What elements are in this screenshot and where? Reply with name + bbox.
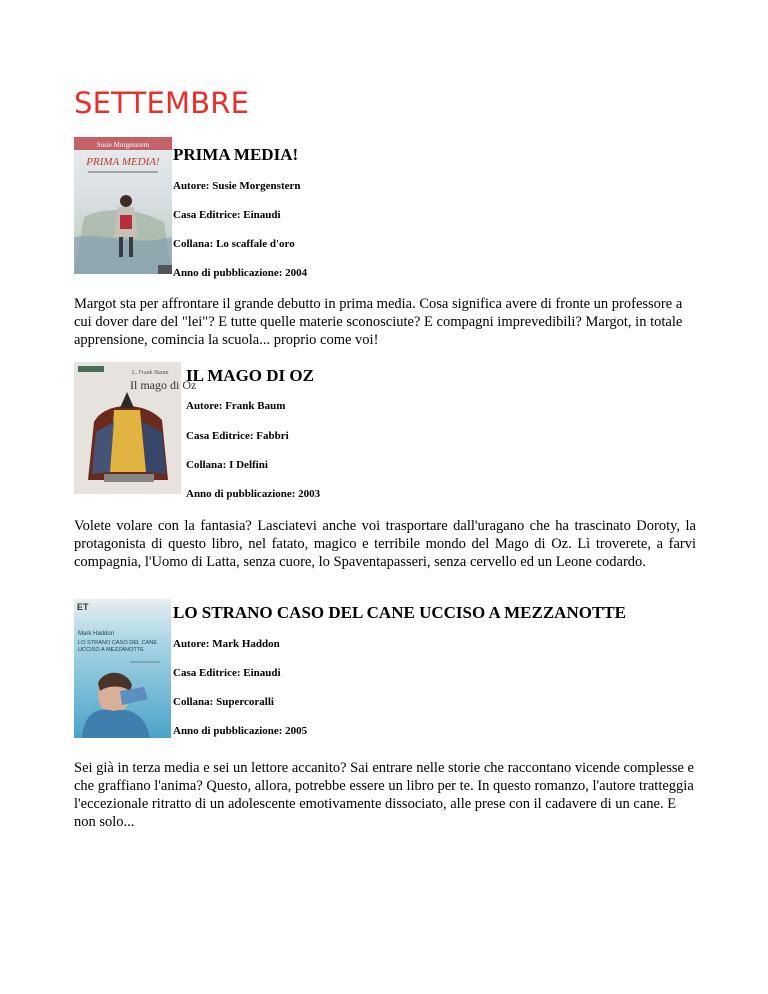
book-series: Collana: Supercoralli — [173, 696, 274, 708]
month-heading: SETTEMBRE — [74, 86, 250, 120]
book-author: Autore: Mark Haddon — [173, 638, 280, 650]
book-description: Margot sta per affrontare il grande debutto in prima media. Cosa significa avere di fronte un professore a cui dover dare del "lei"? E tutte quelle materie sconosciute? E compagni imprevedibili? Margot, in totale apprensione, comincia la scuola... proprio come voi! — [74, 296, 683, 348]
book-title: PRIMA MEDIA! — [173, 145, 299, 164]
svg-text:Mark Haddon: Mark Haddon — [78, 631, 115, 637]
book-series: Collana: I Delfini — [186, 459, 268, 471]
svg-text:LO STRANO CASO DEL CANE: LO STRANO CASO DEL CANE — [78, 640, 158, 646]
svg-text:UCCISO A MEZZANOTTE: UCCISO A MEZZANOTTE — [78, 647, 144, 653]
book-year: Anno di pubblicazione: 2004 — [173, 267, 308, 279]
book-description: Volete volare con la fantasia? Lasciatevi anche voi trasportare dall'uragano che ha trascinato Doroty, la protagonista di questo libro, nel fatato, magico e terribile mondo del Mago di Oz. Lì troverete, a farvi compagnia, l'Uomo di Latta, senza cuore, lo Spaventapasseri, senza cervello ed un Leone codardo. — [74, 518, 696, 570]
book-year: Anno di pubblicazione: 2003 — [186, 488, 321, 500]
book-author: Autore: Susie Morgenstern — [173, 180, 301, 192]
svg-text:ET: ET — [77, 602, 89, 612]
svg-text:PRIMA MEDIA!: PRIMA MEDIA! — [86, 156, 160, 168]
book-cover-prima-media — [74, 137, 172, 274]
svg-text:Il mago di Oz: Il mago di Oz — [130, 378, 197, 392]
book-description: Sei già in terza media e sei un lettore accanito? Sai entrare nelle storie che raccontano vicende complesse e che graffiano l'anima? Questo, allora, potrebbe essere un libro per te. In questo romanzo, l'autore tratteggia l'eccezionale ritratto di un adolescente emotivamente dissociato, alle prese con il cadavere di un cane. E non solo... — [74, 760, 694, 830]
svg-text:Susie Morgenstern: Susie Morgenstern — [96, 141, 150, 149]
book-publisher: Casa Editrice: Einaudi — [173, 209, 281, 221]
book-publisher: Casa Editrice: Fabbri — [186, 430, 289, 442]
book-cover-strano-caso — [74, 599, 171, 738]
svg-text:L. Frank Baum: L. Frank Baum — [132, 370, 169, 376]
book-publisher: Casa Editrice: Einaudi — [173, 667, 281, 679]
book-cover-mago-di-oz — [74, 362, 197, 494]
book-title: LO STRANO CASO DEL CANE UCCISO A MEZZANOTTE — [173, 603, 626, 622]
book-year: Anno di pubblicazione: 2005 — [173, 725, 308, 737]
book-title: IL MAGO DI OZ — [186, 366, 314, 385]
book-series: Collana: Lo scaffale d'oro — [173, 238, 295, 250]
book-author: Autore: Frank Baum — [186, 400, 286, 412]
